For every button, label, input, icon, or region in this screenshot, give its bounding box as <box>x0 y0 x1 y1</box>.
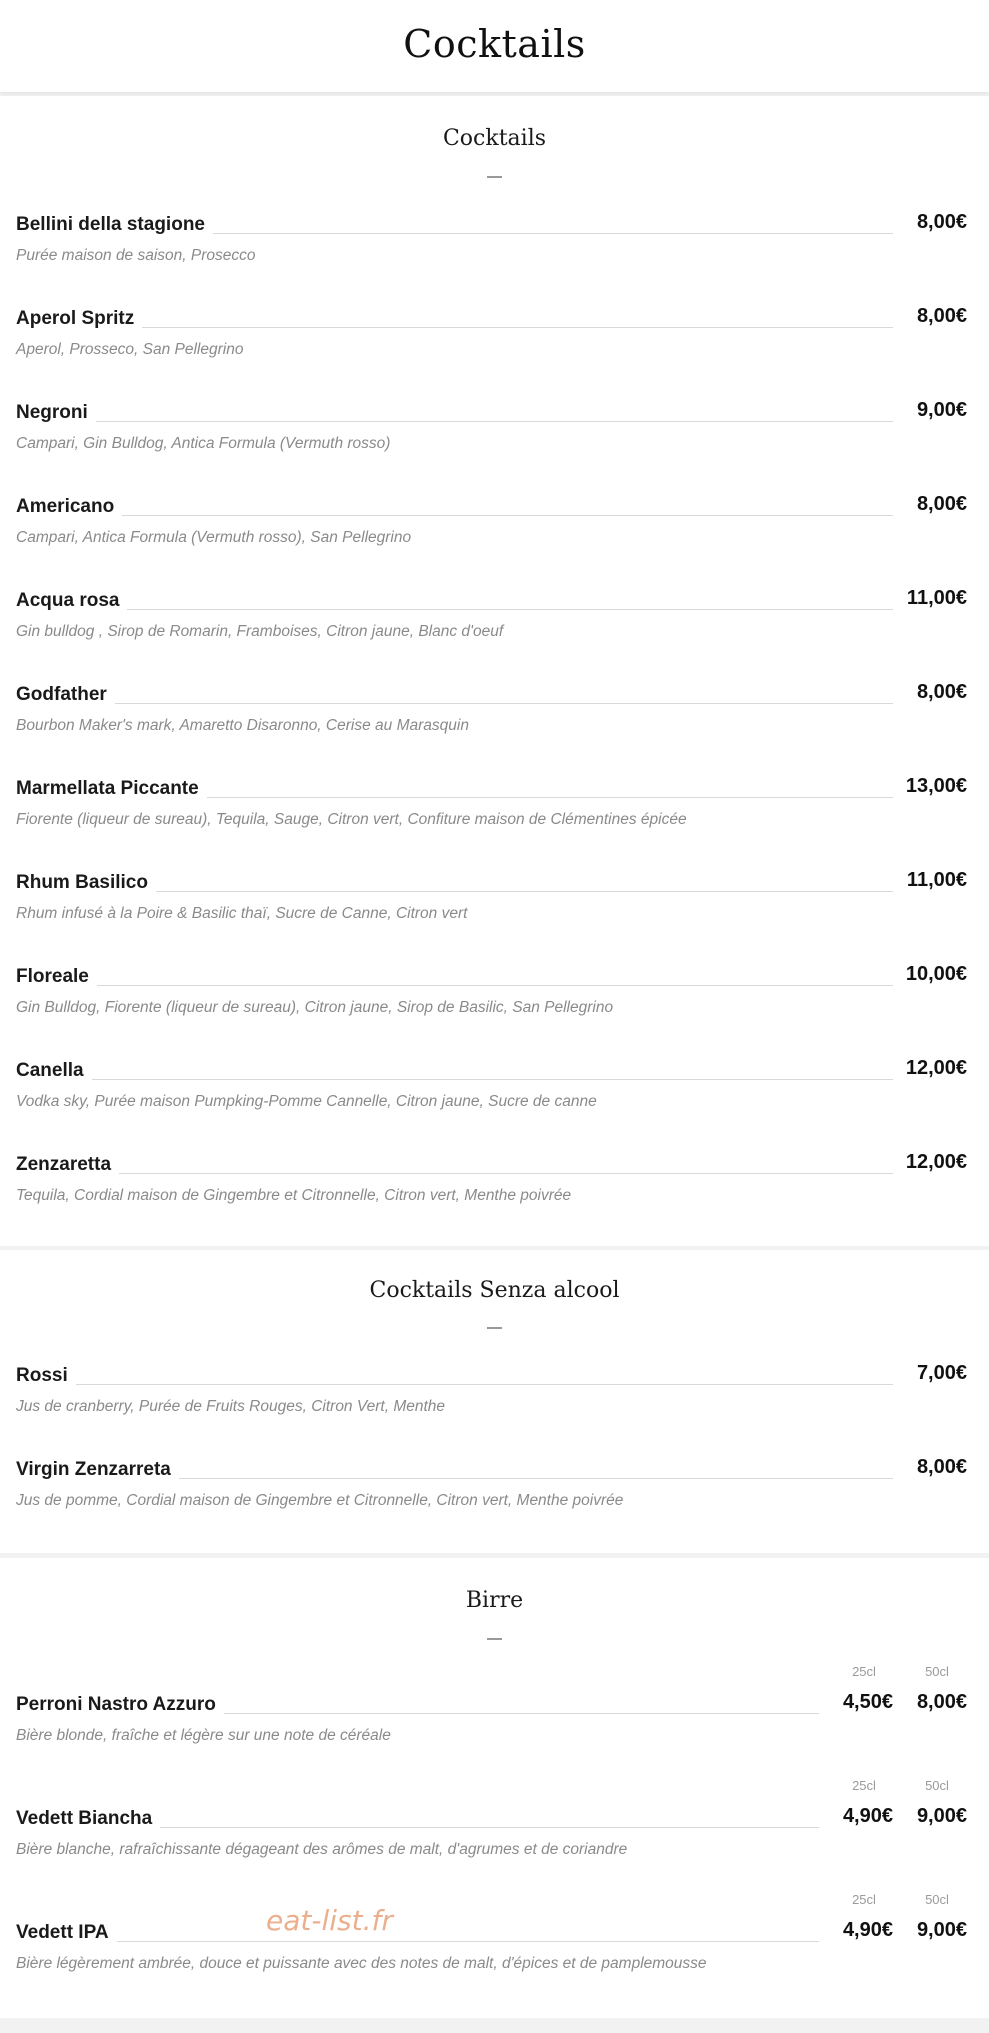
item-name: Rossi <box>16 1365 76 1387</box>
dotted-leader <box>16 1941 819 1942</box>
item-name: Rhum Basilico <box>16 872 156 894</box>
item-name: Vedett IPA <box>16 1922 117 1944</box>
menu-item <box>0 1151 989 1234</box>
item-name: Floreale <box>16 966 97 988</box>
section-non-alcoholic <box>0 1250 989 1553</box>
section-divider <box>487 176 502 178</box>
item-description: Tequila, Cordial maison de Gingembre et Citronnelle, Citron vert, Menthe poivrée <box>16 1187 572 1204</box>
menu-item <box>0 681 989 764</box>
item-description: Fiorente (liqueur de sureau), Tequila, Sauge, Citron vert, Confiture maison de Clémentines épicée <box>16 811 687 828</box>
item-description: Vodka sky, Purée maison Pumpking-Pomme Cannelle, Citron jaune, Sucre de canne <box>16 1093 597 1110</box>
item-price: 8,00€ <box>909 493 967 516</box>
size-label-50cl: 50cl <box>925 1778 949 1793</box>
dotted-leader <box>16 609 893 610</box>
item-description: Campari, Antica Formula (Vermuth rosso), San Pellegrino <box>16 529 412 546</box>
item-price: 8,00€ <box>909 211 967 234</box>
watermark-logo: eat-list.fr <box>266 1904 393 1937</box>
item-description: Jus de pomme, Cordial maison de Gingembre et Citronnelle, Citron vert, Menthe poivrée <box>16 1492 624 1509</box>
item-description: Bourbon Maker's mark, Amaretto Disaronno, Cerise au Marasquin <box>16 717 469 734</box>
item-price-25cl: 4,50€ <box>835 1691 893 1714</box>
item-description: Purée maison de saison, Prosecco <box>16 247 256 264</box>
dotted-leader <box>16 1079 893 1080</box>
item-description: Gin bulldog , Sirop de Romarin, Framboises, Citron jaune, Blanc d'oeuf <box>16 623 504 640</box>
dotted-leader <box>16 515 893 516</box>
section-title: Birre <box>465 1588 524 1613</box>
item-name: Marmellata Piccante <box>16 778 207 800</box>
dotted-leader <box>16 421 893 422</box>
item-price: 11,00€ <box>899 869 967 892</box>
menu-item <box>0 587 989 670</box>
item-name: Acqua rosa <box>16 590 127 612</box>
size-label-25cl: 25cl <box>852 1892 876 1907</box>
item-name: Zenzaretta <box>16 1154 119 1176</box>
item-description: Rhum infusé à la Poire & Basilic thaï, Sucre de Canne, Citron vert <box>16 905 468 922</box>
size-label-25cl: 25cl <box>852 1778 876 1793</box>
menu-item <box>0 775 989 858</box>
menu-item <box>0 963 989 1046</box>
menu-item <box>0 1362 989 1445</box>
menu-item <box>0 211 989 294</box>
section-beers <box>0 1558 989 2018</box>
section-cocktails <box>0 96 989 1246</box>
item-price: 8,00€ <box>909 1456 967 1479</box>
item-name: Negroni <box>16 402 96 424</box>
item-price: 11,00€ <box>899 587 967 610</box>
menu-item <box>0 493 989 576</box>
dotted-leader <box>16 1173 893 1174</box>
menu-item <box>0 1057 989 1140</box>
dotted-leader <box>16 985 893 986</box>
item-price-50cl: 8,00€ <box>916 1691 967 1713</box>
item-price-25cl: 4,90€ <box>835 1919 893 1942</box>
item-description: Aperol, Prosseco, San Pellegrino <box>16 341 244 358</box>
dotted-leader <box>16 327 893 328</box>
page-header <box>0 0 989 92</box>
item-name: Bellini della stagione <box>16 214 213 236</box>
item-price: 13,00€ <box>898 775 967 798</box>
item-price: 9,00€ <box>909 399 967 422</box>
size-label-50cl: 50cl <box>925 1892 949 1907</box>
item-price: 8,00€ <box>909 305 967 328</box>
menu-item <box>0 1778 989 1888</box>
item-name: Virgin Zenzarreta <box>16 1459 179 1481</box>
item-price: 12,00€ <box>898 1057 967 1080</box>
item-name: Vedett Biancha <box>16 1808 160 1830</box>
item-description: Bière blonde, fraîche et légère sur une note de céréale <box>16 1727 391 1744</box>
item-name: Aperol Spritz <box>16 308 142 330</box>
item-name: Perroni Nastro Azzuro <box>16 1694 224 1716</box>
item-description: Jus de cranberry, Purée de Fruits Rouges, Citron Vert, Menthe <box>16 1398 446 1415</box>
page-title: Cocktails <box>403 22 586 66</box>
item-price-50cl: 9,00€ <box>916 1919 967 1941</box>
item-price: 7,00€ <box>909 1362 967 1385</box>
size-label-50cl: 50cl <box>925 1664 949 1679</box>
section-divider <box>487 1638 502 1640</box>
item-price-50cl: 9,00€ <box>916 1805 967 1827</box>
menu-item <box>0 869 989 952</box>
menu-item <box>0 1664 989 1774</box>
item-price-25cl: 4,90€ <box>835 1805 893 1828</box>
item-description: Bière légèrement ambrée, douce et puissante avec des notes de malt, d'épices et de pamplemousse <box>16 1955 707 1972</box>
item-price: 12,00€ <box>898 1151 967 1174</box>
item-name: Americano <box>16 496 122 518</box>
menu-item <box>0 1456 989 1539</box>
item-price: 8,00€ <box>909 681 967 704</box>
menu-item <box>0 399 989 482</box>
section-title: Cocktails <box>442 126 547 151</box>
item-description: Bière blanche, rafraîchissante dégageant des arômes de malt, d'agrumes et de coriandre <box>16 1841 628 1858</box>
size-label-25cl: 25cl <box>852 1664 876 1679</box>
item-name: Canella <box>16 1060 92 1082</box>
section-title: Cocktails Senza alcool <box>369 1278 620 1303</box>
dotted-leader <box>16 1384 893 1385</box>
section-divider <box>487 1327 502 1329</box>
item-description: Campari, Gin Bulldog, Antica Formula (Vermuth rosso) <box>16 435 391 452</box>
dotted-leader <box>16 703 893 704</box>
menu-item <box>0 305 989 388</box>
item-name: Godfather <box>16 684 115 706</box>
item-description: Gin Bulldog, Fiorente (liqueur de sureau), Citron jaune, Sirop de Basilic, San Pellegrino <box>16 999 614 1016</box>
item-price: 10,00€ <box>898 963 967 986</box>
